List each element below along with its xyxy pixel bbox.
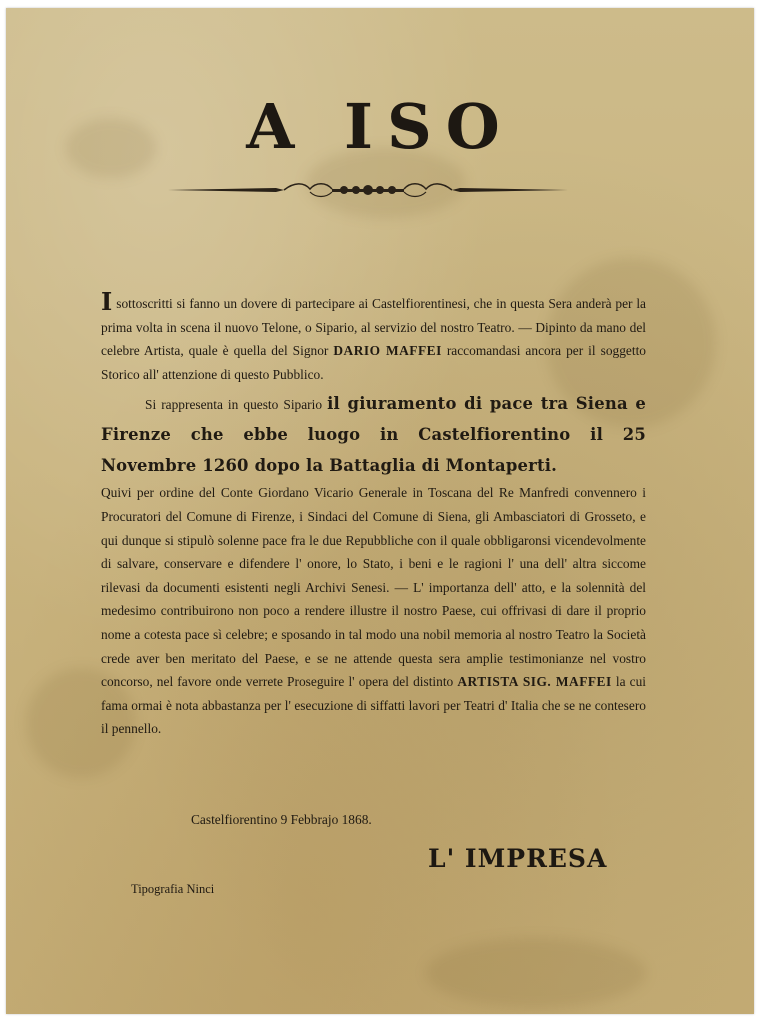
- headline: il giuramento di pace tra Siena e Firenze che ebbe luogo in Castelfiorentino il 25 Novembre 1260 dopo la Battaglia di Montaperti.: [101, 394, 646, 476]
- paper-stain: [426, 938, 646, 1008]
- intro-paragraph: [101, 287, 646, 386]
- artist-title: ARTISTA SIG. MAFFEI: [457, 674, 612, 690]
- body-paragraph: [101, 481, 646, 741]
- poster-title: A ISO: [246, 90, 514, 163]
- poster-body: [101, 287, 646, 741]
- body-text-end: la cui fama ormai è nota abbastanza per l' esecuzione di siffatti lavori per Teatri d' Italia che se ne contesero il pennello.: [101, 674, 646, 737]
- printer-credit: Tipografia Ninci: [131, 882, 215, 896]
- poster-sheet: [6, 8, 754, 1014]
- artist-name: DARIO MAFFEI: [333, 343, 442, 359]
- body-text: Quivi per ordine del Conte Giordano Vicario Generale in Toscana del Re Manfredi convennero i Procuratori del Comune di Firenze, i Sindaci del Comune di Siena, gli Ambasciatori di Grosseto, e qui dunque si stipulò solenne pace fra le due Repubbliche con il quale obbligaronsi vicendevolmente di salvare, conservare e difendere l' onore, lo Stato, i beni e le ragioni l' una dell' altra siccome rilevasi da documenti esistenti negli Archivi Senesi. — L' importanza dell' atto, e la solennità del medesimo contribuirono non poco a rendere illustre il nostro Paese, cui offrivasi di dare il proprio nome a cotesta pace sì celebre; e sposando in tal modo una nobil memoria al nostro Teatro la Società crede aver ben meritato del Paese, e se ne attende questa sera amplie testimonianze nel vostro concorso, nel favore onde verrete Proseguire l' opera del distinto: [101, 485, 646, 690]
- drop-cap: I: [101, 287, 113, 316]
- ornament-divider-icon: [166, 178, 570, 200]
- dateline: Castelfiorentino 9 Febbrajo 1868.: [191, 812, 372, 827]
- signature: L' IMPRESA: [428, 844, 608, 873]
- intro-text: sottoscritti si fanno un dovere di partecipare ai Castelfiorentinesi, che in questa Sera anderà per la prima volta in scena il nuovo Telone, o Sipario, al servizio del nostro Teatro. — Dipinto da mano del celebre Artista, quale è quella del Signor: [101, 296, 646, 359]
- second-lead: Si rappresenta in questo Sipario: [145, 397, 323, 413]
- intro-text-end: raccomandasi ancora per il soggetto Storico all' attenzione di questo Pubblico.: [101, 343, 646, 382]
- second-paragraph: [101, 388, 646, 481]
